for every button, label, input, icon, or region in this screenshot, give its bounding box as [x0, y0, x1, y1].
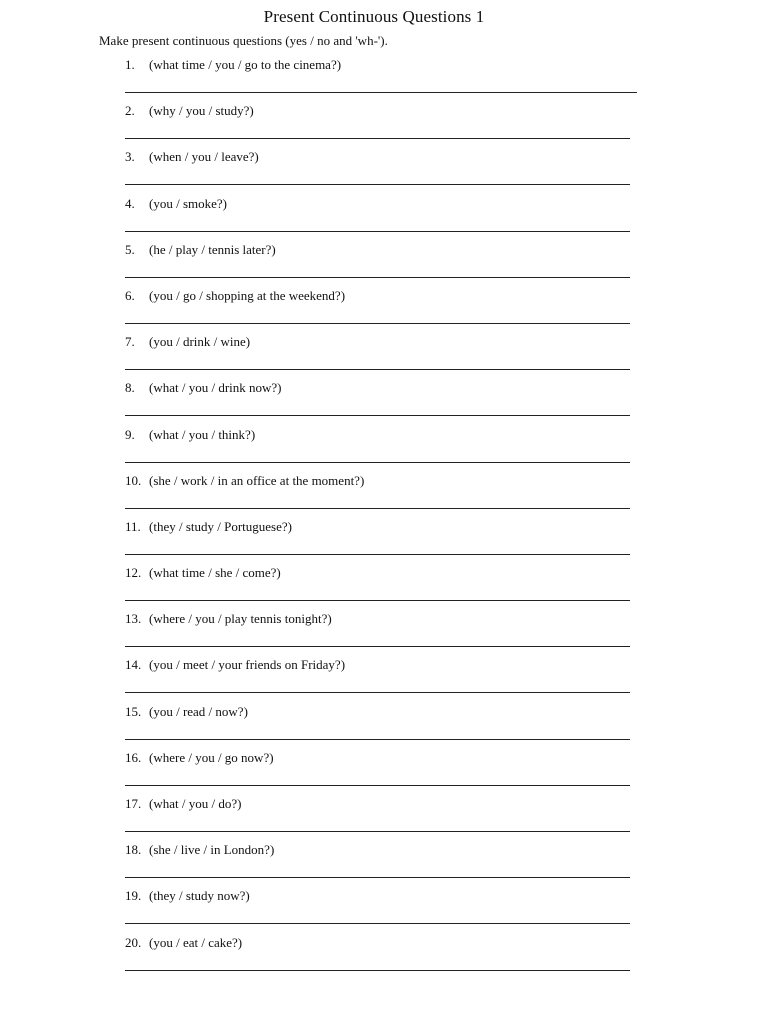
question-item [125, 934, 637, 980]
question-item [125, 287, 637, 333]
question-prompt: (what time / you / go to the cinema?) [149, 57, 342, 72]
answer-line[interactable] [125, 92, 637, 93]
answer-line[interactable] [125, 785, 630, 786]
answer-line[interactable] [125, 323, 630, 324]
answer-line[interactable] [125, 415, 630, 416]
answer-line[interactable] [125, 231, 630, 232]
answer-line[interactable] [125, 970, 630, 971]
question-number: 10. [125, 472, 142, 488]
answer-line[interactable] [125, 508, 630, 509]
question-number: 11. [125, 518, 141, 534]
question-item [125, 795, 637, 841]
question-prompt: (she / work / in an office at the moment?) [149, 472, 365, 488]
question-list [125, 56, 637, 980]
question-number: 7. [125, 334, 135, 350]
question-item [125, 426, 637, 472]
answer-line[interactable] [125, 462, 630, 463]
question-prompt: (why / you / study?) [149, 103, 254, 119]
question-item [125, 379, 637, 425]
question-number: 4. [125, 195, 135, 211]
answer-line[interactable] [125, 554, 630, 555]
answer-line[interactable] [125, 277, 630, 278]
question-item [125, 195, 637, 241]
question-number: 9. [125, 426, 135, 442]
question-number: 6. [125, 287, 135, 303]
question-item [125, 656, 637, 702]
question-prompt: (they / study / Portuguese?) [149, 518, 292, 534]
question-item [125, 749, 637, 795]
question-prompt: (where / you / play tennis tonight?) [149, 611, 332, 627]
answer-line[interactable] [125, 369, 630, 370]
question-item [125, 610, 637, 656]
question-number: 14. [125, 657, 142, 673]
answer-line[interactable] [125, 646, 630, 647]
question-prompt: (what time / she / come?) [149, 565, 281, 581]
question-prompt: (she / live / in London?) [149, 842, 275, 858]
question-prompt: (they / study now?) [149, 888, 250, 904]
question-item [125, 518, 637, 564]
question-prompt: (he / play / tennis later?) [149, 241, 276, 257]
question-item [125, 56, 637, 102]
question-item [125, 333, 637, 379]
answer-line[interactable] [125, 831, 630, 832]
question-prompt: (you / go / shopping at the weekend?) [149, 287, 346, 303]
question-number: 17. [125, 796, 142, 811]
question-prompt: (what / you / think?) [149, 426, 256, 442]
question-number: 15. [125, 703, 142, 719]
question-prompt: (you / drink / wine) [149, 334, 251, 350]
question-prompt: (where / you / go now?) [149, 749, 274, 765]
question-prompt: (what / you / drink now?) [149, 380, 282, 396]
answer-line[interactable] [125, 692, 630, 693]
question-number: 18. [125, 842, 142, 858]
question-number: 19. [125, 888, 142, 904]
question-item [125, 841, 637, 887]
question-prompt: (when / you / leave?) [149, 149, 259, 165]
question-item [125, 887, 637, 933]
answer-line[interactable] [125, 184, 630, 185]
question-prompt: (you / read / now?) [149, 703, 248, 719]
question-number: 16. [125, 749, 142, 765]
question-item [125, 241, 637, 287]
answer-line[interactable] [125, 739, 630, 740]
question-item [125, 148, 637, 194]
question-number: 5. [125, 241, 135, 257]
answer-line[interactable] [125, 600, 630, 601]
answer-line[interactable] [125, 923, 630, 924]
question-number: 8. [125, 380, 135, 396]
answer-line[interactable] [125, 138, 630, 139]
question-item [125, 472, 637, 518]
question-number: 20. [125, 934, 142, 950]
question-number: 1. [125, 57, 135, 72]
question-number: 3. [125, 149, 135, 165]
question-prompt: (what / you / do?) [149, 796, 242, 811]
question-prompt: (you / smoke?) [149, 195, 227, 211]
question-prompt: (you / meet / your friends on Friday?) [149, 657, 346, 673]
question-item [125, 102, 637, 148]
worksheet-title: Present Continuous Questions 1 [263, 7, 485, 26]
question-number: 12. [125, 565, 142, 581]
question-item [125, 703, 637, 749]
question-number: 13. [125, 611, 142, 627]
worksheet-instructions: Make present continuous questions (yes / no and 'wh-'). [99, 33, 388, 48]
question-prompt: (you / eat / cake?) [149, 934, 243, 950]
question-number: 2. [125, 103, 135, 119]
question-item [125, 564, 637, 610]
answer-line[interactable] [125, 877, 630, 878]
